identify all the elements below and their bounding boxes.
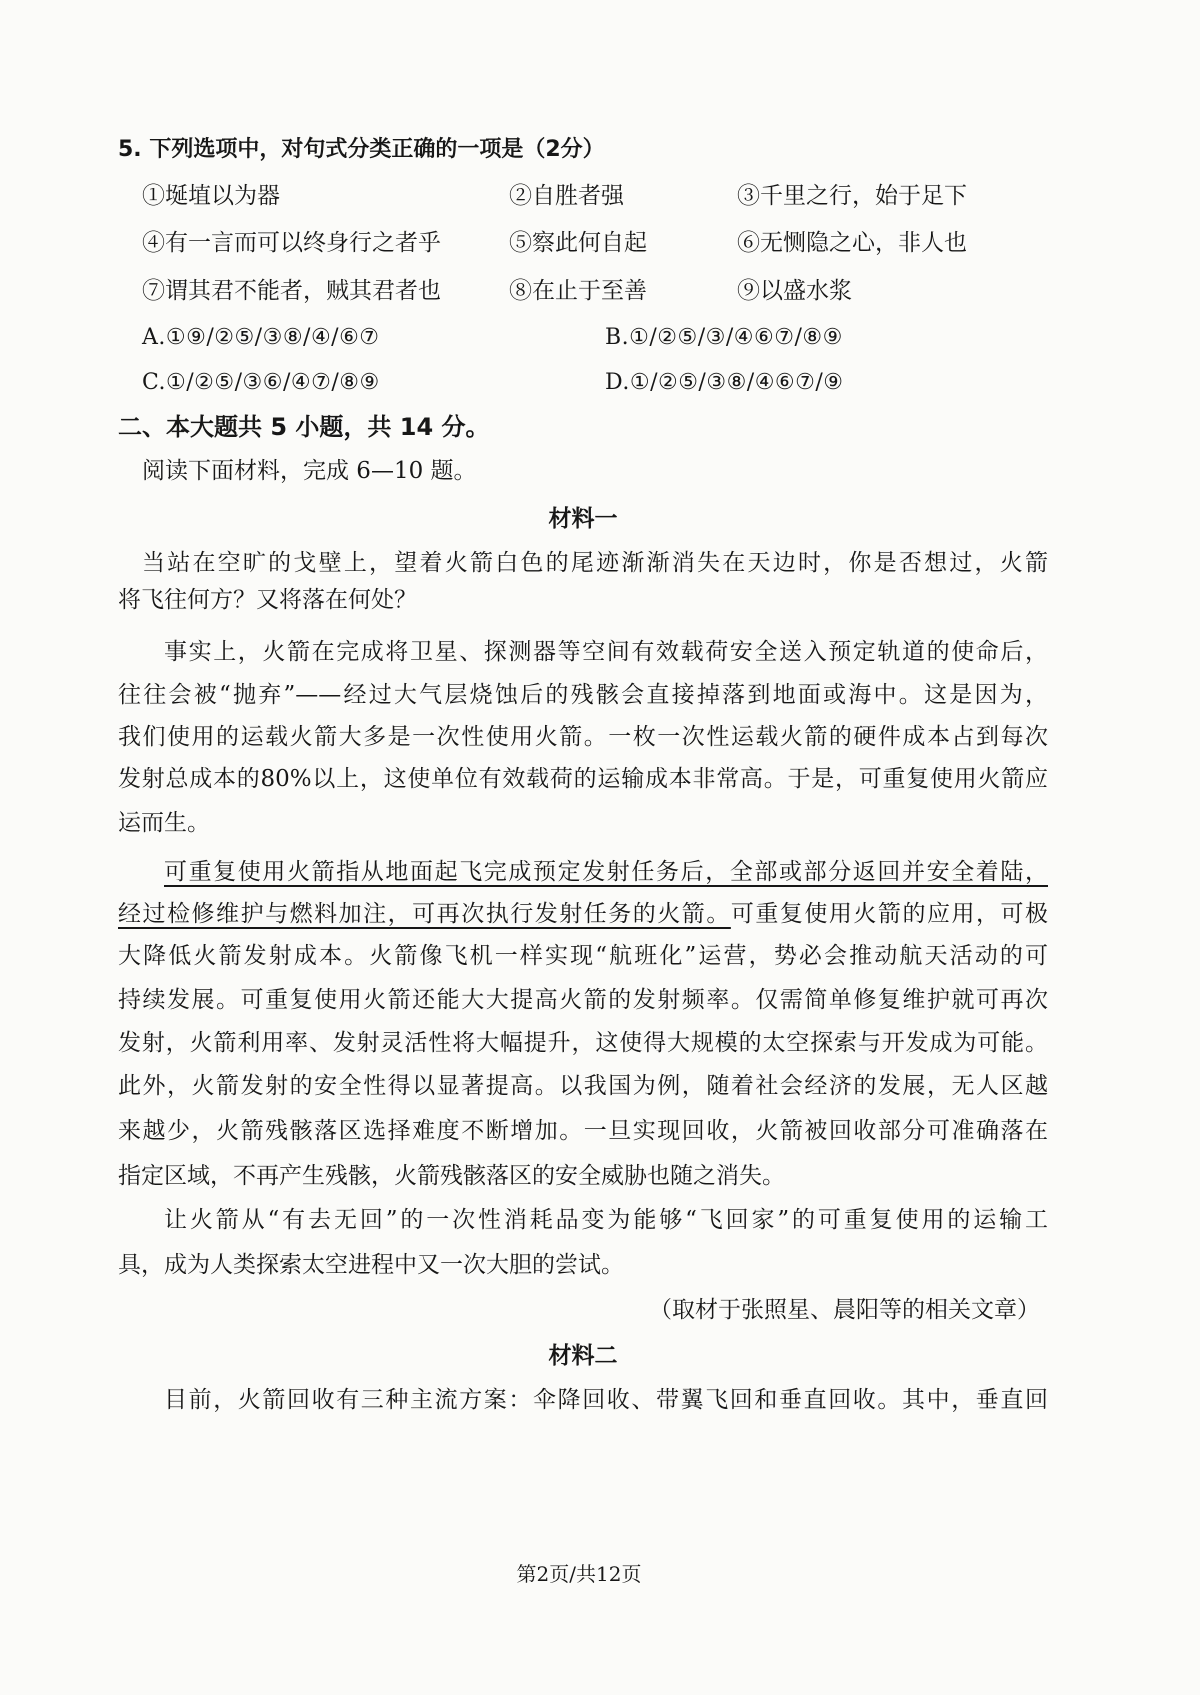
choice-a: A.①⑨/②⑤/③⑧/④/⑥⑦ [142,325,380,350]
paragraph-line: 我们使用的运载火箭大多是一次性使用火箭。一枚一次性运载火箭的硬件成本占到每次 [118,724,1048,750]
sentence-item-9: ⑨以盛水浆 [737,278,852,304]
sentence-item-1: ①埏埴以为器 [142,183,280,209]
paragraph-line: 事实上，火箭在完成将卫星、探测器等空间有效载荷安全送入预定轨道的使命后， [164,639,1048,665]
sentence-item-8: ⑧在止于至善 [509,278,647,304]
choice-b: B.①/②⑤/③/④⑥⑦/⑧⑨ [605,325,843,350]
sentence-item-3: ③千里之行，始于足下 [737,183,967,209]
paragraph-line: 大降低火箭发射成本。火箭像飞机一样实现“航班化”运营，势必会推动航天活动的可 [118,943,1048,969]
question-5-stem: 5. 下列选项中，对句式分类正确的一项是（2分） [118,137,605,162]
sentence-item-2: ②自胜者强 [509,183,624,209]
paragraph-line: 指定区域，不再产生残骸，火箭残骸落区的安全威胁也随之消失。 [118,1163,785,1189]
paragraph-line: 持续发展。可重复使用火箭还能大大提高火箭的发射频率。仅需简单修复维护就可再次 [118,987,1048,1013]
paragraph-line: 当站在空旷的戈壁上，望着火箭白色的尾迹渐渐消失在天边时，你是否想过，火箭 [142,550,1048,576]
paragraph-line: 目前，火箭回收有三种主流方案：伞降回收、带翼飞回和垂直回收。其中，垂直回 [164,1387,1048,1413]
paragraph-line [164,852,1048,892]
underlined-definition: 经过检修维护与燃料加注，可再次执行发射任务的火箭。 [118,901,731,927]
material-2-title: 材料二 [548,1343,618,1369]
paragraph-line: 往往会被“抛弃”——经过大气层烧蚀后的残骸会直接掉落到地面或海中。这是因为， [118,682,1048,708]
paragraph-line: 运而生。 [118,810,210,836]
material-1-title: 材料一 [548,506,618,532]
paragraph-line [118,894,1048,934]
choice-c: C.①/②⑤/③⑥/④⑦/⑧⑨ [142,370,380,395]
underlined-definition: 可重复使用火箭指从地面起飞完成预定发射任务后，全部或部分返回并安全着陆， [164,859,1048,885]
paragraph-line: 具，成为人类探索太空进程中又一次大胆的尝试。 [118,1252,624,1278]
section-heading: 二、本大题共 5 小题，共 14 分。 [118,413,490,441]
paragraph-line: 来越少，火箭残骸落区选择难度不断增加。一旦实现回收，火箭被回收部分可准确落在 [118,1118,1048,1144]
choice-d: D.①/②⑤/③⑧/④⑥⑦/⑨ [605,370,844,395]
paragraph-line: 发射总成本的80%以上，这使单位有效载荷的运输成本非常高。于是，可重复使用火箭应 [118,766,1048,792]
material-1-source: （取材于张照星、晨阳等的相关文章） [649,1297,1040,1323]
sentence-item-6: ⑥无恻隐之心，非人也 [737,230,967,256]
paragraph-line: 发射，火箭利用率、发射灵活性将大幅提升，这使得大规模的太空探索与开发成为可能。 [118,1030,1048,1056]
paragraph-line: 将飞往何方？又将落在何处？ [118,587,417,613]
page-number: 第2页/共12页 [516,1562,642,1586]
section-instruction: 阅读下面材料，完成 6—10 题。 [142,458,477,484]
sentence-item-4: ④有一言而可以终身行之者乎 [142,230,441,256]
paragraph-line: 此外，火箭发射的安全性得以显著提高。以我国为例，随着社会经济的发展，无人区越 [118,1073,1048,1099]
sentence-item-5: ⑤察此何自起 [509,230,647,256]
paragraph-text: 可重复使用火箭的应用，可极 [730,901,1049,927]
paragraph-line: 让火箭从“有去无回”的一次性消耗品变为能够“飞回家”的可重复使用的运输工 [164,1207,1048,1233]
sentence-item-7: ⑦谓其君不能者，贼其君者也 [142,278,441,304]
